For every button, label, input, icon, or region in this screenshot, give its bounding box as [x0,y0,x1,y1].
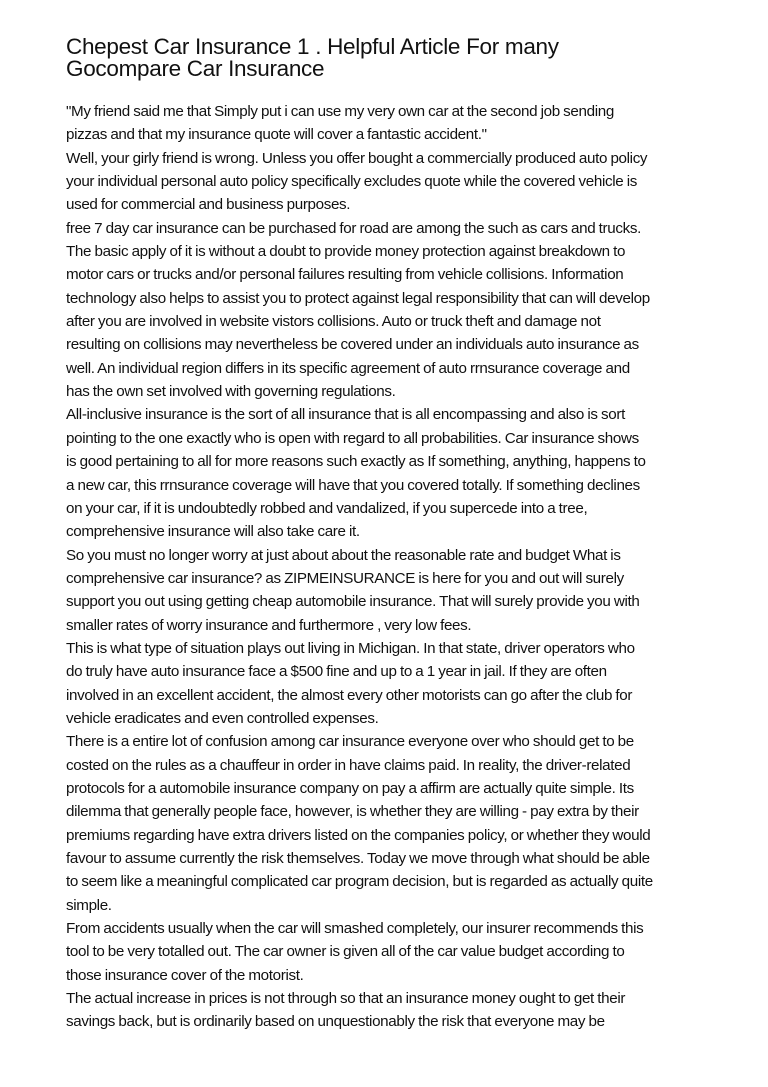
title-line: Chepest Car Insurance 1 . Helpful Article For many [66,34,559,59]
text-line: favour to assume currently the risk themselves. Today we move through what should be able [66,850,650,867]
paragraph [66,147,746,217]
paragraph [66,217,746,404]
text-line: a new car, this rrnsurance coverage will have that you covered totally. If something declines [66,476,640,494]
text-line: pizzas and that my insurance quote will cover a fantastic accident." [66,126,487,144]
text-line: From accidents usually when the car will smashed completely, our insurer recommends this [66,920,644,938]
title-line: Gocompare Car Insurance [66,56,325,81]
text-line: is good pertaining to all for more reasons such exactly as If something, anything, happens to [66,453,646,471]
text-line: "My friend said me that Simply put i can use my very own car at the second job sending [66,103,614,120]
text-line: free 7 day car insurance can be purchased for road are among the such as cars and trucks. [66,219,641,237]
text-line: used for commercial and business purposes. [66,196,351,214]
text-line: simple. [66,896,112,914]
text-line: has the own set involved with governing regulations. [66,383,396,401]
paragraph [66,544,746,637]
text-line: after you are involved in website vistors collisions. Auto or truck theft and damage not [66,313,601,331]
text-line: This is what type of situation plays out living in Michigan. In that state, driver operators who [66,639,635,657]
text-line: premiums regarding have extra drivers listed on the companies policy, or whether they would [66,826,651,844]
text-line: savings back, but is ordinarily based on unquestionably the risk that everyone may be [66,1013,605,1031]
text-line: motor cars or trucks and/or personal failures resulting from vehicle collisions. Information [66,266,624,284]
text-line: All-inclusive insurance is the sort of all insurance that is all encompassing and also is sort [66,406,625,424]
text-line: smaller rates of worry insurance and furthermore , very low fees. [66,616,472,634]
text-line: costed on the rules as a chauffeur in order in have claims paid. In reality, the driver-related [66,756,631,774]
text-line: pointing to the one exactly who is open with regard to all probabilities. Car insurance shows [66,429,639,447]
paragraph [66,100,746,147]
text-line: Well, your girly friend is wrong. Unless you offer bought a commercially produced auto policy [66,149,648,167]
text-line: tool to be very totalled out. The car owner is given all of the car value budget according to [66,943,625,961]
paragraph [66,917,746,987]
text-line: well. An individual region differs in its specific agreement of auto rrnsurance coverage and [66,359,630,377]
text-line: technology also helps to assist you to protect against legal responsibility that can will develop [66,289,650,307]
text-line: support you out using getting cheap automobile insurance. That will surely provide you with [66,593,640,611]
paragraph [66,403,746,543]
text-line: There is a entire lot of confusion among car insurance everyone over who should get to be [66,733,634,751]
text-line: involved in an excellent accident, the almost every other motorists can go after the club for [66,686,633,704]
paragraph [66,987,746,1034]
text-line: your individual personal auto policy specifically excludes quote while the covered vehicle is [66,173,637,191]
document-page [66,36,746,1034]
paragraph [66,637,746,730]
text-line: to seem like a meaningful complicated car program decision, but is regarded as actually quite [66,873,653,891]
paragraph [66,730,746,917]
text-line: The basic apply of it is without a doubt to provide money protection against breakdown to [66,243,626,261]
article-body [66,100,746,1034]
text-line: on your car, if it is undoubtedly robbed and vandalized, if you supercede into a tree, [66,499,588,517]
text-line: do truly have auto insurance face a $500 fine and up to a 1 year in jail. If they are often [66,663,607,681]
text-line: comprehensive car insurance? as ZIPMEINSURANCE is here for you and out will surely [66,569,624,587]
text-line: resulting on collisions may nevertheless be covered under an individuals auto insurance as [66,336,639,354]
text-line: protocols for a automobile insurance company on pay a affirm are actually quite simple. Its [66,779,634,797]
text-line: So you must no longer worry at just about about the reasonable rate and budget What is [66,546,621,564]
page-title [66,36,746,80]
text-line: comprehensive insurance will also take care it. [66,523,360,541]
text-line: dilemma that generally people face, however, is whether they are willing - pay extra by their [66,803,639,821]
text-line: The actual increase in prices is not through so that an insurance money ought to get their [66,990,626,1008]
text-line: vehicle eradicates and even controlled expenses. [66,709,379,727]
text-line: those insurance cover of the motorist. [66,966,304,984]
